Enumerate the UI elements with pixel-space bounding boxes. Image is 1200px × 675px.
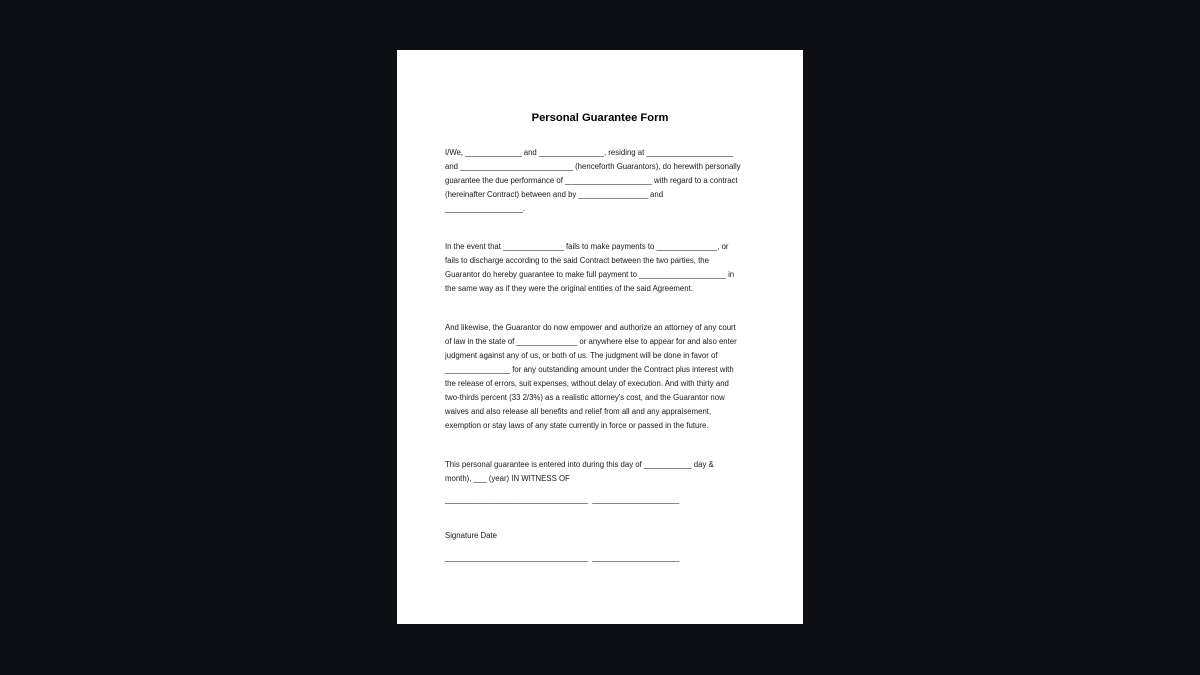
paragraph-3-line: _______________ for any outstanding amount under the Contract plus interest with [445,365,734,374]
paragraph-4-line: This personal guarantee is entered into during this day of ___________ day & [445,460,714,469]
paragraph-3-line: And likewise, the Guarantor do now empower and authorize an attorney of any court [445,323,736,332]
paragraph-3-line: of law in the state of ______________ or anywhere else to appear for and also enter [445,337,737,346]
paragraph-2-line: Guarantor do hereby guarantee to make full payment to ____________________ in [445,270,735,279]
paragraph-1-line: __________________. [445,204,526,213]
paragraph-2-line: the same way as if they were the original entities of the said Agreement. [445,284,693,293]
document-page [397,50,803,624]
paragraph-1-line: I/We, _____________ and _______________, residing at ____________________ [445,148,734,157]
paragraph-1-line: (hereinafter Contract) between and by ________________ and [445,190,664,199]
paragraph-1-line: and __________________________ (henceforth Guarantors), do herewith personally [445,162,741,171]
paragraph-4-line: month), ___ (year) IN WITNESS OF [445,474,570,483]
paragraph-2-line: fails to discharge according to the said Contract between the two parties, the [445,256,709,265]
signature-line: _________________________________ ____________________ [445,495,680,504]
paragraph-3-line: two-thirds percent (33 2/3%) as a realistic attorney's cost, and the Guarantor now [445,393,725,402]
signature-date-label: Signature Date [445,531,498,540]
paragraph-3-line: judgment against any of us, or both of us. The judgment will be done in favor of [445,351,718,360]
paragraph-3-line: the release of errors, suit expenses, without delay of execution. And with thirty and [445,379,729,388]
document-title: Personal Guarantee Form [531,112,669,124]
paragraph-3-line: exemption or stay laws of any state currently in force or passed in the future. [445,421,709,430]
paragraph-1-line: guarantee the due performance of ____________________ with regard to a contract [445,176,738,185]
signature-line: _________________________________ ____________________ [445,553,680,562]
paragraph-2-line: In the event that ______________ fails to make payments to ______________, or [445,242,729,251]
paragraph-3-line: waives and also release all benefits and relief from all and any appraisement, [445,407,712,416]
